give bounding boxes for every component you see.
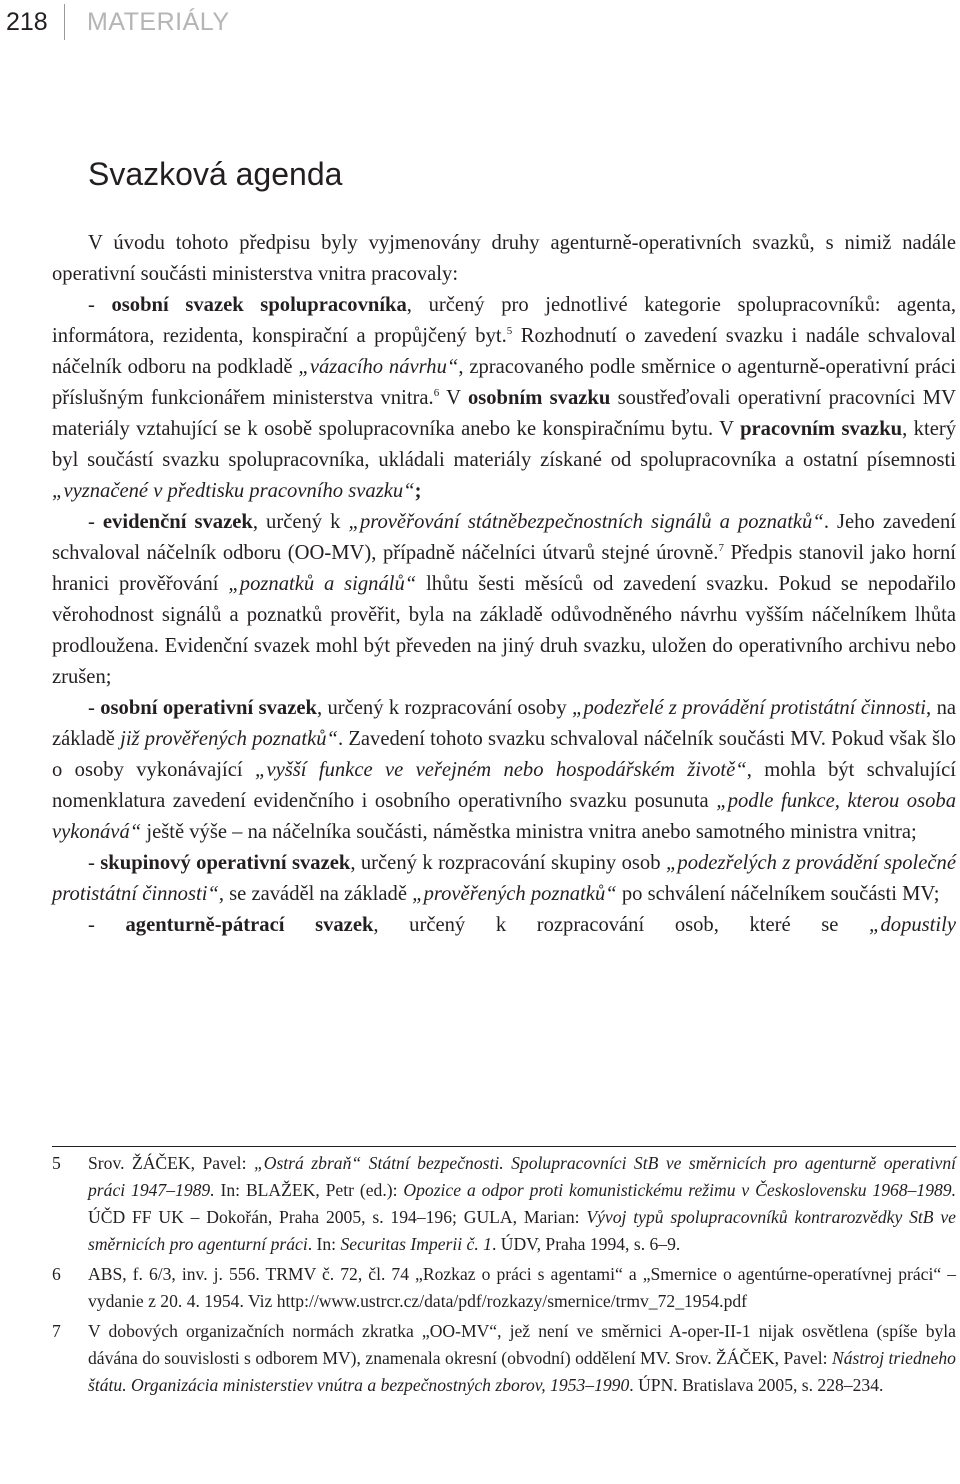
footnote-text: V dobových organizačních normách zkratka „OO-MV“, jež není ve směrnici A-oper-II-1 nijak osvětlena (spíše byla dávána do souvislosti s odborem MV), znamenala okresní (obvodní) oddělení MV. Srov. ŽÁČEK, Pavel: Nástroj triedneho štátu. Organizácia ministerstiev vnútra a bezpečnostných zborov, 1953–1990. ÚPN. Bratislava 2005, s. 228–234. (88, 1321, 956, 1395)
footnote (52, 1318, 956, 1399)
term: agenturně-pátrací svazek (125, 914, 374, 936)
section-title: MATERIÁLY (87, 7, 230, 36)
item-evidencni-svazek: - evidenční svazek, určený k „prověřování státněbezpečnostních signálů a poznatků“. Jeho zavedení schvaloval náčelník odboru (OO-MV), případně náčelníci útvarů stejné úrovně.$^7$ Předpis stanovil jako horní hranici prověřování „poznatků a signálů“ lhůtu šesti měsíců od zavedení svazku. Pokud se nepodařilo věrohodnost signálů a poznatků prověřit, byla na základě odůvodněného návrhu vyšším náčelníkem lhůta prodloužena. Evidenční svazek mohl být převeden na jiný druh svazku, uložen do operativního archivu nebo zrušen; (52, 511, 956, 688)
term: pracovním svazku (740, 418, 903, 440)
footnote-number: 5 (52, 1153, 61, 1173)
footnote-divider (52, 1146, 956, 1147)
footnote-ref: 7 (718, 542, 724, 555)
footnote-ref: 6 (433, 387, 440, 400)
footnote-number: 6 (52, 1264, 61, 1284)
term: osobní operativní svazek (100, 697, 317, 719)
header-divider (64, 4, 65, 40)
chapter-title: Svazková agenda (88, 156, 343, 192)
item-skupinovy-svazek: - skupinový operativní svazek, určený k rozpracování skupiny osob „podezřelých z provádění společné protistátní činnosti“, se zaváděl na základě „prověřených poznatků“ po schválení náčelníkem součásti MV; (52, 852, 956, 905)
item-osobni-svazek: - osobní svazek spolupracovníka, určený pro jednotlivé kategorie spolupracovníků: agenta, informátora, rezidenta, konspirační a propůjčený byt.$^5$ Rozhodnutí o zavedení svazku i nadále schvaloval náčelník odboru na podkladě „vázacího návrhu“, zpracovaného podle směrnice o agenturně-operativní práci příslušným funkcionářem ministerstva vnitra.$^6$ V osobním svazku soustřeďovali operativní pracovníci MV materiály vztahující se k osobě spolupracovníka anebo ke konspiračnímu bytu. V pracovním svazku, který byl součástí svazku spolupracovníka, ukládali materiály získané od spolupracovníka a ostatní písemnosti „vyznačené v předtisku pracovního svazku“; (52, 294, 957, 502)
footnote-number: 7 (52, 1321, 61, 1341)
body-text (52, 228, 956, 941)
item-osobni-operativni-svazek: - osobní operativní svazek, určený k rozpracování osoby „podezřelé z provádění protistátní činnosti, na základě již prověřených poznatků“. Zavedení tohoto svazku schvaloval náčelník součásti MV. Pokud však šlo o osoby vykonávající „vyšší funkce ve veřejném nebo hospodářském životě“, mohla být schvalující nomenklatura zavedení evidenčního i osobního operativního svazku posunuta „podle funkce, kterou osoba vykonává“ ještě výše – na náčelníka součásti, náměstka ministra vnitra anebo samotného ministra vnitra; (52, 697, 957, 843)
page-number: 218 (6, 7, 48, 36)
footnotes (52, 1146, 956, 1399)
footnote-text: Srov. ŽÁČEK, Pavel: „Ostrá zbraň“ Státní bezpečnosti. Spolupracovníci StB ve směrnicích pro agenturně operativní práci 1947–1989. In: BLAŽEK, Petr (ed.): Opozice a odpor proti komunistickému režimu v Československu 1968–1989. ÚČD FF UK – Dokořán, Praha 2005, s. 194–196; GULA, Marian: Vývoj typů spolupracovníků kontrarozvědky StB ve směrnicích pro agenturní práci. In: Securitas Imperii č. 1. ÚDV, Praha 1994, s. 6–9. (88, 1153, 957, 1254)
footnote-text: ABS, f. 6/3, inv. j. 556. TRMV č. 72, čl. 74 „Rozkaz o práci s agentami“ a „Smernice o agentúrne-operatívnej práci“ – vydanie z 20. 4. 1954. Viz http://www.ustrcr.cz/data/pdf/rozkazy/smernice/trmv_72_1954.pdf (88, 1264, 956, 1311)
item-agenturne-patraci-svazek: - agenturně-pátrací svazek, určený k rozpracování osob, které se „dopustily (88, 914, 956, 936)
footnote (52, 1261, 956, 1315)
term: skupinový operativní svazek (100, 852, 351, 874)
running-header (0, 0, 230, 44)
term: osobní svazek spolupracovníka (111, 294, 407, 316)
term: osobním svazku (467, 387, 611, 409)
footnote (52, 1150, 956, 1258)
intro-paragraph: V úvodu tohoto předpisu byly vyjmenovány druhy agenturně-operativních svazků, s nimiž nadále operativní součásti ministerstva vnitra pracovaly: (52, 232, 956, 285)
footnote-ref: 5 (506, 325, 513, 338)
term: evidenční svazek (102, 511, 253, 533)
